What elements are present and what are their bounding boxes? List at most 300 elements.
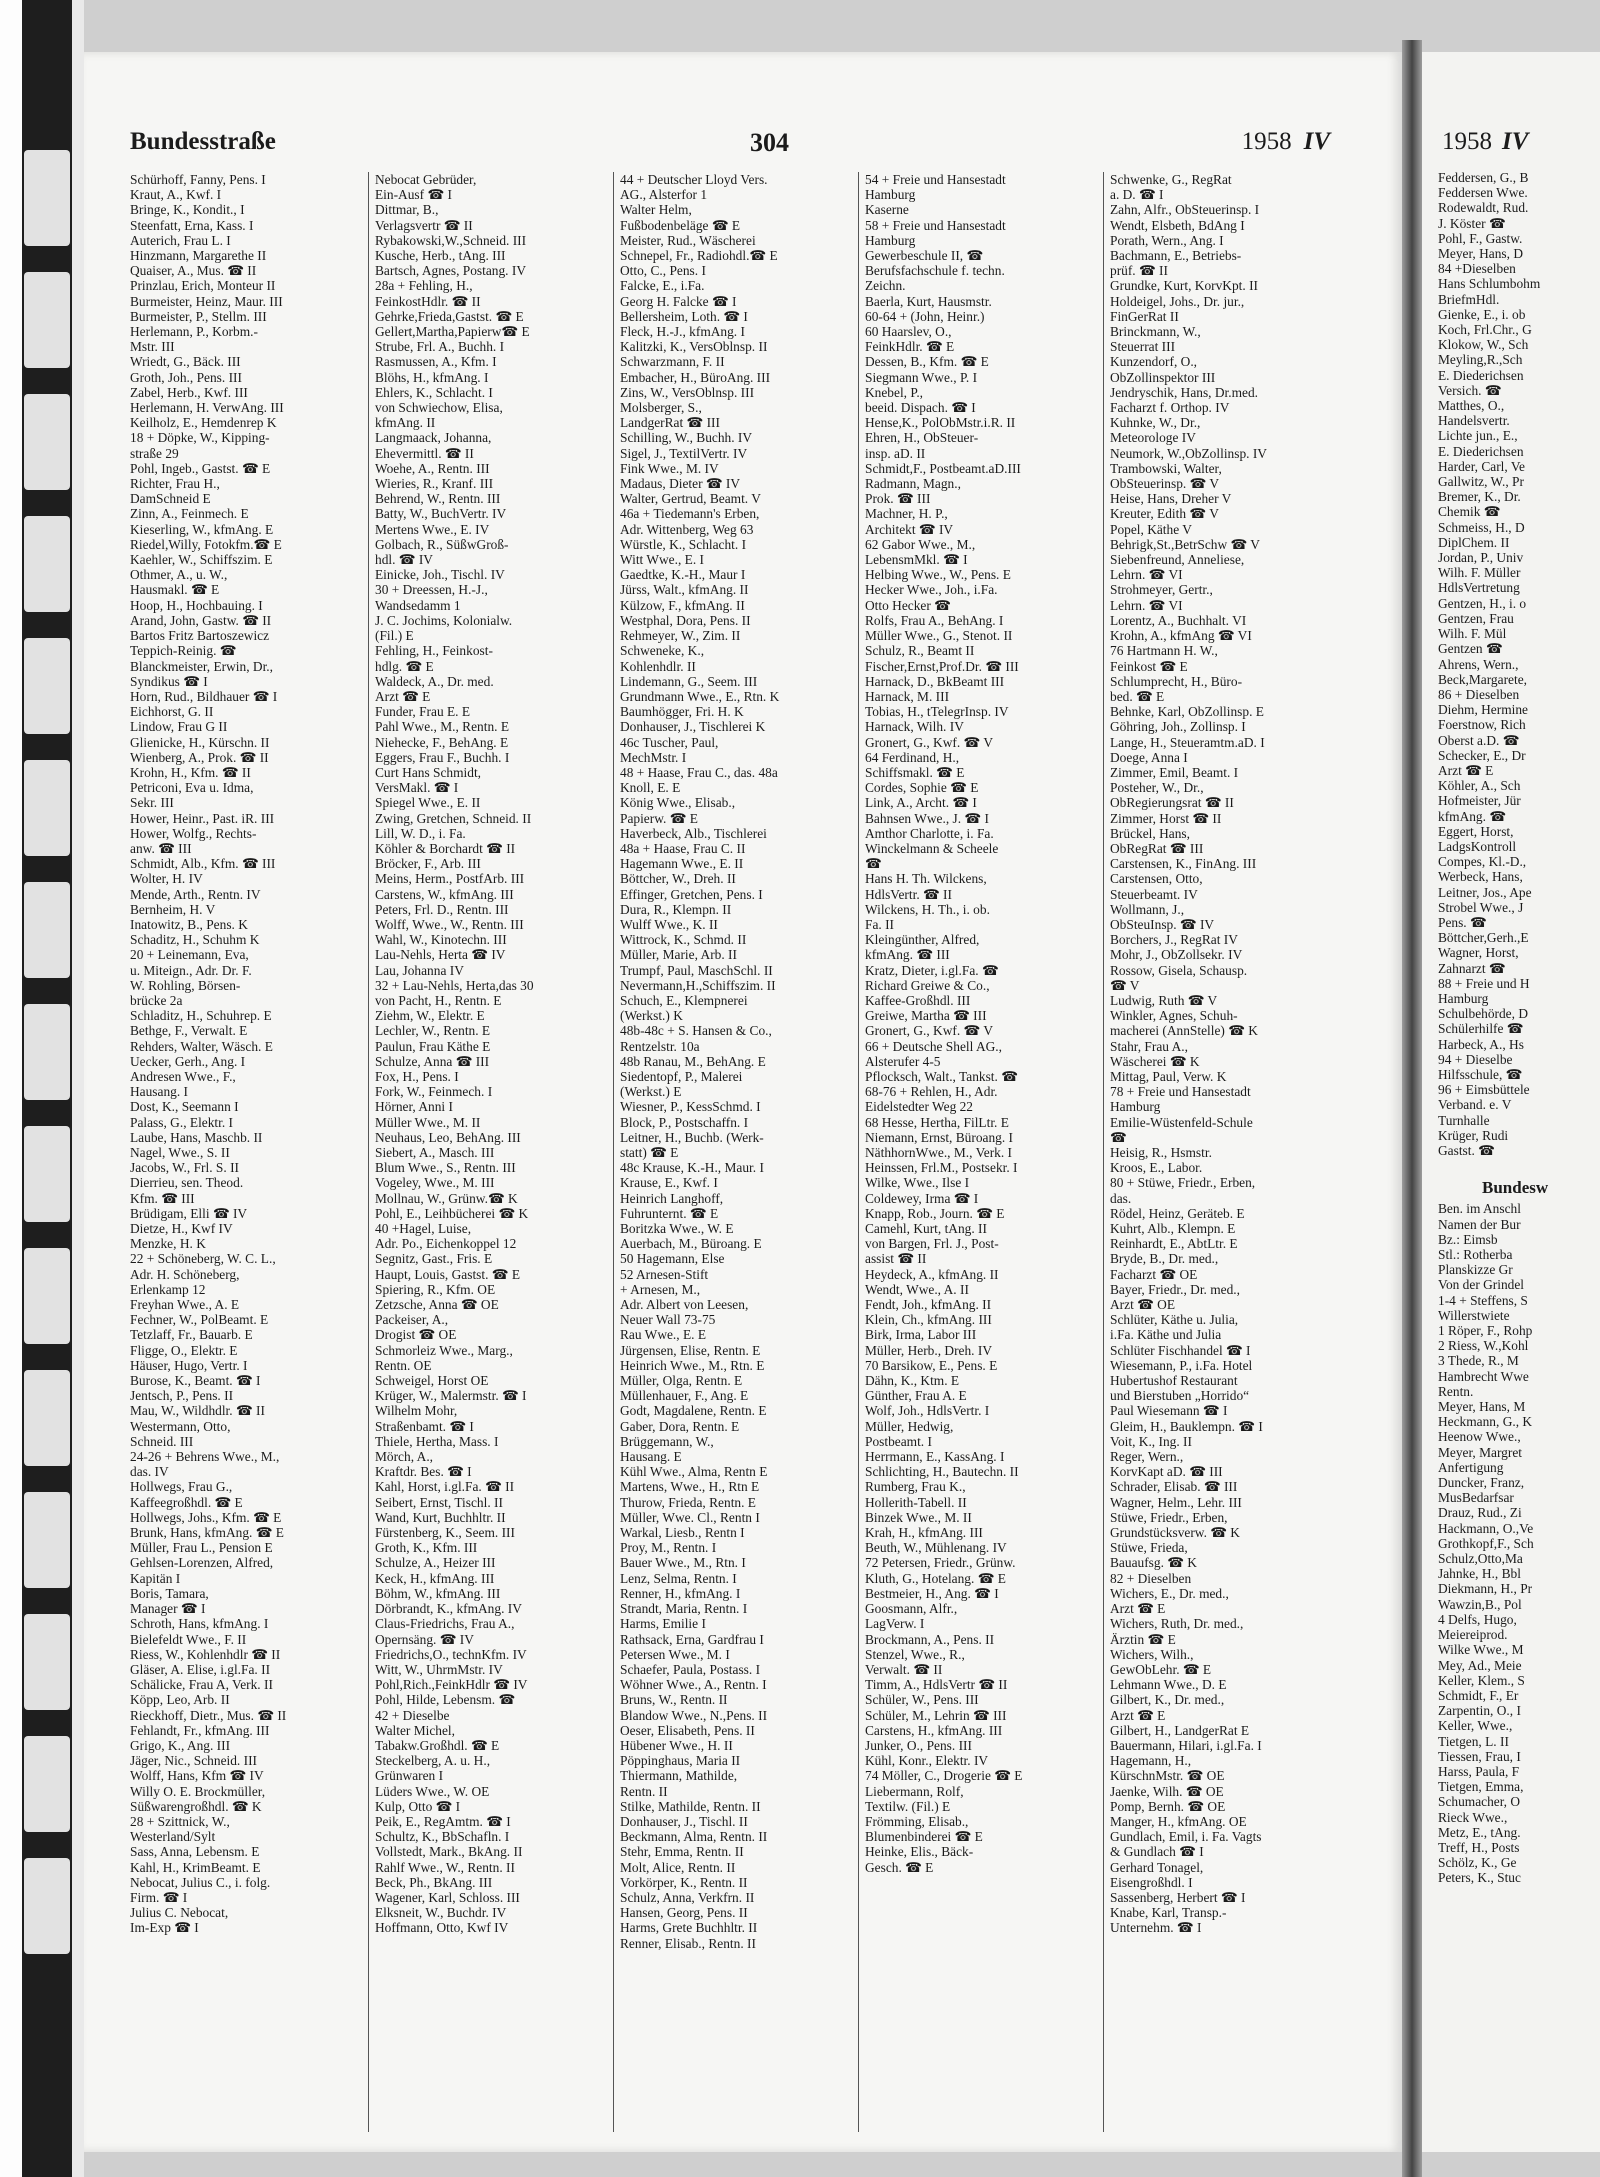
- directory-entry: Schilling, W., Buchh. IV: [620, 430, 753, 446]
- directory-entry: Keck, H., kfmAng. III: [375, 1570, 495, 1586]
- directory-entry: Jürss, Walt., kfmAng. II: [620, 582, 749, 598]
- directory-entry: J. Köster ☎: [1438, 215, 1506, 231]
- directory-entry: Kühl, Konr., Elektr. IV: [865, 1753, 989, 1769]
- directory-entry: Carstens, H., kfmAng. III: [865, 1722, 1003, 1738]
- directory-entry: Zabel, Herb., Kwf. III: [130, 384, 248, 400]
- directory-entry: Teppich-Reinig. ☎: [130, 643, 237, 659]
- directory-entry: Brückel, Hans,: [1110, 825, 1190, 841]
- directory-entry: Carstensen, Otto,: [1110, 871, 1203, 887]
- directory-entry: Verband. e. V: [1438, 1097, 1512, 1113]
- directory-entry: hdl. ☎ IV: [375, 552, 433, 568]
- directory-entry: Lenz, Selma, Rentn. I: [620, 1570, 737, 1586]
- directory-entry: Machner, H. P.,: [865, 506, 948, 522]
- directory-entry: Schlichting, H., Bautechn. II: [865, 1464, 1019, 1480]
- directory-entry: Werbeck, Hans,: [1438, 869, 1523, 885]
- directory-entry: Meyer, Hans, D: [1438, 246, 1523, 262]
- directory-entry: hdlg. ☎ E: [375, 658, 434, 674]
- column-4: [865, 172, 1095, 2132]
- directory-entry: Wand, Kurt, Buchhltr. II: [375, 1509, 506, 1525]
- directory-entry: Harnack, M. III: [865, 688, 950, 704]
- directory-entry: 86 + Dieselben: [1438, 686, 1520, 702]
- directory-entry: Lüders Wwe., W. OE: [375, 1783, 490, 1799]
- book-spine: [1402, 40, 1422, 2177]
- directory-entry: Hubertushof Restaurant: [1110, 1373, 1238, 1389]
- directory-entry: Papierw. ☎ E: [620, 810, 698, 826]
- directory-entry: Beck,Margarete,: [1438, 671, 1527, 687]
- directory-entry: Pohl,Rich.,FeinkHdlr ☎ IV: [375, 1677, 528, 1693]
- directory-entry: Witt, W., UhrmMstr. IV: [375, 1661, 503, 1677]
- directory-entry: Neuer Wall 73-75: [620, 1312, 716, 1328]
- directory-entry: Schulz,Otto,Ma: [1438, 1551, 1523, 1567]
- directory-entry: Rumberg, Frau K.,: [865, 1479, 966, 1495]
- directory-entry: Wienberg, A., Prok. ☎ II: [130, 749, 269, 765]
- directory-entry: 20 + Leinemann, Eva,: [130, 947, 249, 963]
- directory-entry: 60-64 + (John, Heinr.): [865, 308, 985, 324]
- directory-entry: Lindemann, G., Seem. III: [620, 673, 758, 689]
- directory-entry: Feddersen, G., B: [1438, 170, 1529, 185]
- directory-entry: Wandsedamm 1: [375, 597, 461, 613]
- directory-entry: Gaedtke, K.-H., Maur I: [620, 567, 746, 583]
- directory-entry: Vorkörper, K., Rentn. II: [620, 1874, 748, 1890]
- directory-entry: Rentn. II: [620, 1783, 668, 1799]
- directory-entry: Junker, O., Pens. III: [865, 1737, 972, 1753]
- directory-entry: Frömming, Elisab.,: [865, 1813, 969, 1829]
- column-rule: [613, 172, 614, 2132]
- directory-entry: 46a + Tiedemann's Erben,: [620, 506, 760, 522]
- directory-entry: Müller, Olga, Rentn. E: [620, 1373, 743, 1389]
- directory-entry: Pohl, E., Leihbücherei ☎ K: [375, 1205, 529, 1221]
- directory-entry: Rasmussen, A., Kfm. I: [375, 354, 497, 370]
- directory-entry: Tetzlaff, Fr., Bauarb. E: [130, 1327, 253, 1343]
- directory-entry: Ben. im Anschl: [1438, 1201, 1521, 1217]
- directory-entry: 4 Delfs, Hugo,: [1438, 1611, 1517, 1627]
- directory-entry: Dähn, K., Ktm. E: [865, 1373, 960, 1389]
- directory-entry: 18 + Döpke, W., Kipping-: [130, 430, 270, 446]
- directory-entry: Schaefer, Paula, Postass. I: [620, 1661, 761, 1677]
- directory-entry: Zwing, Gretchen, Schneid. II: [375, 810, 532, 826]
- directory-entry: + Arnesen, M.,: [620, 1281, 701, 1297]
- directory-entry: Peters, Frl. D., Rentn. III: [375, 901, 509, 917]
- directory-entry: Fligge, O., Elektr. E: [130, 1342, 238, 1358]
- directory-entry: Pahl Wwe., M., Rentn. E: [375, 719, 510, 735]
- directory-entry: Bartsch, Agnes, Postang. IV: [375, 263, 527, 279]
- directory-entry: Birk, Irma, Labor III: [865, 1327, 977, 1343]
- directory-entry: Willerstwiete: [1438, 1307, 1510, 1323]
- directory-entry: Kalitzki, K., VersOblnsp. II: [620, 339, 768, 355]
- directory-entry: Einicke, Joh., Tischl. IV: [375, 567, 505, 583]
- directory-entry: Bernheim, H. V: [130, 901, 216, 917]
- directory-entry: Reinhardt, E., AbtLtr. E: [1110, 1236, 1238, 1252]
- directory-entry: Hausang. I: [130, 1084, 189, 1100]
- directory-entry: Wendt, Wwe., A. II: [865, 1281, 969, 1297]
- directory-entry: Hagemann, H.,: [1110, 1753, 1192, 1769]
- directory-entry: und Bierstuben „Horrido“: [1110, 1388, 1250, 1404]
- directory-entry: Krüger, W., Malermstr. ☎ I: [375, 1388, 527, 1404]
- directory-entry: Rybakowski,W.,Schneid. III: [375, 232, 527, 248]
- directory-entry: von Pacht, H., Rentn. E: [375, 992, 502, 1008]
- directory-entry: Pflocksch, Walt., Tankst. ☎: [865, 1068, 1018, 1084]
- directory-entry: Seibert, Ernst, Tischl. II: [375, 1494, 503, 1510]
- directory-entry: Berufsfachschule f. techn.: [865, 263, 1005, 279]
- directory-entry: Eggert, Horst,: [1438, 823, 1514, 839]
- directory-entry: Fürstenberg, K., Seem. III: [375, 1525, 515, 1541]
- directory-entry: Burmeister, P., Stellm. III: [130, 308, 267, 324]
- directory-entry: Adr. Albert von Leesen,: [620, 1297, 749, 1313]
- directory-entry: Hambrecht Wwe: [1438, 1368, 1529, 1384]
- directory-entry: Hollerith-Tabell. II: [865, 1494, 967, 1510]
- directory-entry: Heinssen, Frl.M., Postsekr. I: [865, 1160, 1018, 1176]
- directory-entry: Westphal, Dora, Pens. II: [620, 612, 751, 628]
- directory-entry: (Werkst.) E: [620, 1084, 682, 1100]
- directory-entry: König Wwe., Elisab.,: [620, 795, 736, 811]
- directory-entry: Winkler, Agnes, Schuh-: [1110, 1008, 1238, 1024]
- directory-entry: Westermann, Otto,: [130, 1418, 231, 1434]
- directory-entry: Würstle, K., Schlacht. I: [620, 536, 747, 552]
- directory-entry: Zeichn.: [865, 278, 906, 294]
- directory-entry: Wäscherei ☎ K: [1110, 1053, 1200, 1069]
- directory-entry: Riedel,Willy, Fotokfm.☎ E: [130, 536, 282, 552]
- directory-entry: Rentn.: [1438, 1383, 1474, 1399]
- directory-entry: Schulze, Anna ☎ III: [375, 1053, 490, 1069]
- directory-entry: Blum Wwe., S., Rentn. III: [375, 1160, 516, 1176]
- directory-entry: Binzek Wwe., M. II: [865, 1509, 972, 1525]
- directory-entry: Sigel, J., TextilVertr. IV: [620, 445, 748, 461]
- directory-entry: Brunk, Hans, kfmAng. ☎ E: [130, 1525, 284, 1541]
- directory-entry: Bahnsen Wwe., J. ☎ I: [865, 810, 989, 826]
- directory-entry: Hollwegs, Johs., Kfm. ☎ E: [130, 1509, 282, 1525]
- directory-entry: Schlüter, Käthe u. Julia,: [1110, 1312, 1239, 1328]
- directory-entry: Planskizze Gr: [1438, 1262, 1513, 1278]
- directory-entry: straße 29: [130, 445, 179, 461]
- directory-entry: Kusche, Herb., tAng. III: [375, 248, 506, 264]
- directory-entry: Klein, Ch., kfmAng. III: [865, 1312, 992, 1328]
- directory-entry: 82 + Dieselben: [1110, 1570, 1192, 1586]
- directory-entry: 96 + Eimsbüttele: [1438, 1082, 1530, 1098]
- directory-entry: Versich. ☎: [1438, 382, 1502, 398]
- directory-entry: Menzke, H. K: [130, 1236, 206, 1252]
- directory-entry: Schulz, R., Beamt II: [865, 643, 975, 659]
- directory-entry: Siedentopf, P., Malerei: [620, 1068, 743, 1084]
- directory-entry: Heisig, R., Hsmstr.: [1110, 1145, 1212, 1160]
- directory-entry: Proy, M., Rentn. I: [620, 1540, 717, 1556]
- directory-entry: Feddersen Wwe.: [1438, 185, 1528, 201]
- directory-entry: Hans Schlumbohm: [1438, 276, 1541, 292]
- directory-entry: Eichhorst, G. II: [130, 704, 214, 720]
- directory-entry: Reger, Wern.,: [1110, 1449, 1184, 1465]
- directory-entry: Funder, Frau E. E: [375, 704, 471, 720]
- directory-entry: Unternehm. ☎ I: [1110, 1920, 1202, 1936]
- directory-entry: W. Rohling, Börsen-: [130, 977, 241, 993]
- directory-entry: Hollwegs, Frau G.,: [130, 1479, 233, 1495]
- directory-entry: Strube, Frl. A., Buchh. I: [375, 339, 505, 355]
- directory-entry: Spiering, R., Kfm. OE: [375, 1281, 496, 1297]
- directory-entry: Mau, W., Wildhdlr. ☎ II: [130, 1403, 265, 1419]
- directory-entry: Golbach, R., SüßwGroß-: [375, 536, 509, 552]
- directory-entry: Gilbert, H., LandgerRat E: [1110, 1722, 1250, 1738]
- directory-entry: Riess, W., Kohlenhdlr ☎ II: [130, 1646, 281, 1662]
- directory-entry: Adr. Po., Eichenkoppel 12: [375, 1236, 517, 1252]
- directory-entry: Wawzin,B., Pol: [1438, 1596, 1522, 1612]
- directory-entry: Klokow, W., Sch: [1438, 337, 1529, 353]
- directory-entry: Harms, Grete Buchhltr. II: [620, 1920, 758, 1936]
- directory-entry: Wagner, Helm., Lehr. III: [1110, 1494, 1242, 1510]
- directory-entry: 78 + Freie und Hansestadt: [1110, 1084, 1251, 1100]
- directory-entry: Elksneit, W., Buchdr. IV: [375, 1905, 507, 1921]
- directory-entry: Walter Michel,: [375, 1722, 455, 1738]
- directory-entry: Gesch. ☎ E: [865, 1859, 934, 1875]
- directory-entry: ObSteuInsp. ☎ IV: [1110, 916, 1215, 932]
- directory-entry: Meiereiprod.: [1438, 1627, 1508, 1643]
- directory-entry: Boritzka Wwe., W. E: [620, 1221, 734, 1237]
- directory-entry: 44 + Deutscher Lloyd Vers.: [620, 172, 768, 187]
- directory-entry: Schmidt, Alb., Kfm. ☎ III: [130, 856, 276, 872]
- directory-entry: Zahnarzt ☎: [1438, 960, 1506, 976]
- directory-entry: Pöppinghaus, Maria II: [620, 1753, 741, 1769]
- directory-entry: 48 + Haase, Frau C., das. 48a: [620, 764, 778, 780]
- directory-entry: Straßenbamt. ☎ I: [375, 1418, 474, 1434]
- directory-entry: Link, A., Archt. ☎ I: [865, 795, 977, 811]
- directory-entry: Dessen, B., Kfm. ☎ E: [865, 354, 989, 370]
- directory-entry: Bauer Wwe., M., Rtn. I: [620, 1555, 746, 1571]
- directory-entry: Kühl Wwe., Alma, Rentn E: [620, 1464, 768, 1480]
- directory-entry: KürschnMstr. ☎ OE: [1110, 1768, 1225, 1784]
- directory-entry: Posteher, W., Dr.,: [1110, 780, 1204, 796]
- directory-entry: Lill, W. D., i. Fa.: [375, 825, 466, 841]
- directory-entry: Bringe, K., Kondit., I: [130, 202, 245, 218]
- directory-entry: Pens. ☎: [1438, 914, 1487, 930]
- directory-entry: Nebocat Gebrüder,: [375, 172, 477, 187]
- directory-entry: Steuerrat III: [1110, 339, 1176, 355]
- directory-entry: DiplChem. II: [1438, 534, 1510, 550]
- directory-entry: Lau, Johanna IV: [375, 962, 464, 978]
- directory-entry: Waldeck, A., Dr. med.: [375, 673, 494, 689]
- directory-entry: Paul Wiesemann ☎ I: [1110, 1403, 1228, 1419]
- directory-entry: Herlemann, H. VerwAng. III: [130, 400, 284, 416]
- directory-entry: Heydeck, A., kfmAng. II: [865, 1266, 999, 1282]
- directory-entry: Herrmann, E., KassAng. I: [865, 1449, 1005, 1465]
- directory-entry: Spiegel Wwe., E. II: [375, 795, 481, 811]
- directory-entry: Schüler, M., Lehrin ☎ III: [865, 1707, 1007, 1723]
- directory-entry: Ziehm, W., Elektr. E: [375, 1008, 485, 1024]
- directory-entry: Keller, Klem., S: [1438, 1672, 1525, 1688]
- directory-entry: Hilfsschule, ☎: [1438, 1066, 1523, 1082]
- directory-entry: Göhring, Joh., Zollinsp. I: [1110, 719, 1246, 735]
- directory-entry: Knoll, E. E: [620, 780, 681, 796]
- directory-entry: Baerla, Kurt, Hausmstr.: [865, 293, 992, 309]
- directory-entry: Steenfatt, Erna, Kass. I: [130, 217, 254, 233]
- directory-entry: Hamburg: [865, 187, 916, 203]
- directory-entry: Schecker, E., Dr: [1438, 747, 1526, 763]
- directory-entry: Rentn. OE: [375, 1357, 432, 1373]
- directory-entry: Rödel, Heinz, Geräteb. E: [1110, 1205, 1245, 1221]
- directory-entry: Krohn, H., Kfm. ☎ II: [130, 764, 251, 780]
- directory-entry: Wulff Wwe., K. II: [620, 916, 718, 932]
- directory-entry: Meteorologe IV: [1110, 430, 1196, 446]
- next-page-header: [1442, 128, 1528, 156]
- next-page-year: 1958: [1442, 128, 1492, 155]
- directory-entry: MusBedarfsar: [1438, 1490, 1514, 1506]
- directory-entry: Uecker, Gerh., Ang. I: [130, 1053, 246, 1069]
- directory-entry: kfmAng. ☎: [1438, 808, 1507, 824]
- directory-entry: Chemik ☎: [1438, 504, 1501, 520]
- directory-entry: Liebermann, Rolf,: [865, 1783, 964, 1799]
- directory-entry: Dörbrandt, K., kfmAng. IV: [375, 1601, 522, 1617]
- directory-entry: Knebel, P.,: [865, 384, 924, 400]
- directory-entry: LadgsKontroll: [1438, 838, 1517, 854]
- directory-entry: Thurow, Frieda, Rentn. E: [620, 1494, 756, 1510]
- directory-entry: Leitner, Jos., Ape: [1438, 884, 1532, 900]
- directory-entry: Hackmann, O.,Ve: [1438, 1520, 1534, 1536]
- directory-entry: Woehe, A., Rentn. III: [375, 460, 490, 476]
- directory-entry: Architekt ☎ IV: [865, 521, 954, 537]
- directory-entry: Wilke Wwe., M: [1438, 1642, 1524, 1658]
- directory-columns: [130, 172, 1330, 2132]
- directory-entry: Kaffee-Großhdl. III: [865, 992, 971, 1008]
- directory-entry: Hofmeister, Jür: [1438, 793, 1521, 809]
- directory-entry: Glienicke, H., Kürschn. II: [130, 734, 270, 750]
- directory-entry: Verwalt. ☎ II: [865, 1661, 943, 1677]
- directory-entry: Schwarzmann, F. II: [620, 354, 725, 370]
- directory-entry: Pomp, Bernh. ☎ OE: [1110, 1798, 1226, 1814]
- directory-entry: Krüger, Rudi: [1438, 1127, 1509, 1143]
- directory-entry: Bauaufsg. ☎ K: [1110, 1555, 1197, 1571]
- directory-entry: Mollnau, W., Grünw.☎ K: [375, 1190, 518, 1206]
- directory-entry: Kaehler, W., Schiffszim. E: [130, 552, 273, 568]
- directory-entry: NäthhornWwe., M., Verk. I: [865, 1145, 1013, 1160]
- directory-entry: Wiesner, P., KessSchmd. I: [620, 1099, 761, 1115]
- directory-entry: i.Fa. Käthe und Julia: [1110, 1327, 1222, 1343]
- directory-entry: Donhauser, J., Tischlerei K: [620, 719, 766, 735]
- directory-entry: Doege, Anna I: [1110, 749, 1188, 765]
- directory-entry: Müller Wwe., G., Stenot. II: [865, 628, 1013, 644]
- directory-entry: Leitner, H., Buchb. (Werk-: [620, 1129, 764, 1145]
- directory-entry: Kroos, E., Labor.: [1110, 1160, 1203, 1176]
- directory-entry: Kratz, Dieter, i.gl.Fa. ☎: [865, 962, 999, 978]
- directory-entry: DamSchneid E: [130, 491, 211, 507]
- directory-entry: Hoop, H., Hochbauing. I: [130, 597, 263, 613]
- directory-entry: Renner, Elisab., Rentn. II: [620, 1935, 756, 1951]
- directory-entry: 88 + Freie und H: [1438, 975, 1530, 991]
- directory-entry: Külzow, F., kfmAng. II: [620, 597, 745, 613]
- directory-entry: Auerbach, M., Büroang. E: [620, 1236, 762, 1252]
- directory-entry: Bauermann, Hilari, i.gl.Fa. I: [1110, 1737, 1262, 1753]
- directory-entry: Arzt ☎ E: [375, 688, 431, 704]
- directory-entry: Stenzel, Wwe., R.,: [865, 1646, 965, 1662]
- directory-entry: Wieries, R., Kranf. III: [375, 476, 494, 492]
- directory-entry: Arzt ☎ E: [1438, 762, 1494, 778]
- directory-entry: Blumenbinderei ☎ E: [865, 1829, 983, 1845]
- next-page-volume: IV: [1502, 128, 1529, 155]
- directory-entry: Fa. II: [865, 916, 895, 932]
- directory-entry: Müller, Hedwig,: [865, 1418, 954, 1434]
- directory-entry: Arzt ☎ E: [1110, 1707, 1166, 1723]
- directory-entry: Wichers, Wilh.,: [1110, 1646, 1194, 1662]
- column-1: [130, 172, 360, 2132]
- directory-entry: Gentzen, H., i. o: [1438, 595, 1527, 611]
- directory-entry: Harder, Carl, Ve: [1438, 458, 1525, 474]
- directory-entry: bed. ☎ E: [1110, 688, 1165, 704]
- directory-entry: Wilke, Wwe., Ilse I: [865, 1175, 970, 1191]
- directory-entry: 94 + Dieselbe: [1438, 1051, 1513, 1067]
- directory-entry: Keilholz, E., Hemdenrep K: [130, 415, 277, 431]
- directory-entry: Gronert, G., Kwf. ☎ V: [865, 1023, 994, 1039]
- directory-entry: Lange, H., Steueramtm.aD. I: [1110, 734, 1265, 750]
- directory-entry: Eggers, Frau F., Buchh. I: [375, 749, 510, 765]
- directory-entry: anw. ☎ III: [130, 840, 192, 856]
- directory-entry: Harbeck, A., Hs: [1438, 1036, 1524, 1052]
- directory-entry: Horn, Rud., Bildhauer ☎ I: [130, 688, 278, 704]
- directory-entry: assist ☎ II: [865, 1251, 927, 1267]
- column-5: [1110, 172, 1330, 2132]
- directory-entry: Holdeigel, Johs., Dr. jur.,: [1110, 293, 1245, 309]
- directory-entry: Steuerbeamt. IV: [1110, 886, 1198, 902]
- directory-entry: Baumhögger, Fri. H. K: [620, 704, 744, 720]
- directory-entry: Süßwarengroßhdl. ☎ K: [130, 1798, 262, 1814]
- directory-entry: Bachmann, E., Betriebs-: [1110, 248, 1242, 264]
- directory-entry: VersMakl. ☎ I: [375, 780, 459, 796]
- directory-entry: Stehr, Emma, Rentn. II: [620, 1844, 744, 1860]
- directory-entry: Schultz, K., BbSchafln. I: [375, 1829, 510, 1845]
- directory-entry: Koch, Frl.Chr., G: [1438, 322, 1532, 338]
- directory-entry: Facharzt f. Orthop. IV: [1110, 400, 1230, 416]
- directory-entry: Trumpf, Paul, MaschSchl. II: [620, 962, 773, 978]
- directory-entry: Beck, Ph., BkAng. III: [375, 1874, 493, 1890]
- directory-entry: Stahr, Frau A.,: [1110, 1038, 1188, 1054]
- directory-entry: Müller, Marie, Arb. II: [620, 947, 737, 963]
- directory-entry: Hans H. Th. Wilckens,: [865, 871, 987, 887]
- directory-entry: Rahlf Wwe., W., Rentn. II: [375, 1859, 515, 1875]
- directory-entry: Schwenke, G., RegRat: [1110, 172, 1232, 187]
- directory-entry: Dost, K., Seemann I: [130, 1099, 239, 1115]
- directory-entry: FeinkHdlr. ☎ E: [865, 339, 955, 355]
- directory-entry: Gaber, Dora, Rentn. E: [620, 1418, 740, 1434]
- directory-entry: Jaenke, Wilh. ☎ OE: [1110, 1783, 1224, 1799]
- directory-entry: 40 +Hagel, Luise,: [375, 1221, 472, 1237]
- directory-entry: Rehders, Walter, Wäsch. E: [130, 1038, 273, 1054]
- directory-entry: Winckelmann & Scheele: [865, 840, 999, 856]
- directory-entry: Gastst. ☎: [1438, 1143, 1495, 1158]
- directory-entry: Wolff, Wwe., W., Rentn. III: [375, 916, 524, 932]
- directory-entry: LandgerRat ☎ III: [620, 415, 720, 431]
- directory-entry: Nebocat, Julius C., i. folg.: [130, 1874, 271, 1890]
- directory-entry: Schülerhilfe ☎: [1438, 1021, 1524, 1037]
- directory-entry: Wolf, Joh., HdlsVertr. I: [865, 1403, 990, 1419]
- directory-entry: Behnke, Karl, ObZollinsp. E: [1110, 704, 1264, 720]
- directory-entry: Schrader, Elisab. ☎ III: [1110, 1479, 1238, 1495]
- directory-entry: 68 Hesse, Hertha, FilLtr. E: [865, 1114, 1009, 1130]
- directory-entry: Embacher, H., BüroAng. III: [620, 369, 771, 385]
- directory-entry: Lehrn. ☎ VI: [1110, 567, 1183, 583]
- next-page-column: [1438, 170, 1598, 2130]
- directory-entry: Kapitän I: [130, 1570, 181, 1586]
- directory-entry: Mey, Ad., Meie: [1438, 1657, 1522, 1673]
- directory-entry: Müller, Wwe. Cl., Rentn I: [620, 1509, 760, 1525]
- directory-entry: GewObLehr. ☎ E: [1110, 1661, 1212, 1677]
- directory-entry: Ärztin ☎ E: [1110, 1631, 1176, 1647]
- directory-entry: Beuth, W., Mühlenang. IV: [865, 1540, 1007, 1556]
- directory-entry: Rathsack, Erna, Gardfrau I: [620, 1631, 764, 1647]
- directory-entry: Carstensen, K., FinAng. III: [1110, 856, 1257, 872]
- directory-entry: Kraftdr. Bes. ☎ I: [375, 1464, 472, 1480]
- directory-entry: Jacobs, W., Frl. S. II: [130, 1160, 239, 1176]
- directory-entry: Tietgen, Emma,: [1438, 1779, 1524, 1795]
- directory-entry: Helbing Wwe., W., Pens. E: [865, 567, 1011, 583]
- directory-entry: MechMstr. I: [620, 749, 687, 765]
- directory-entry: Bruns, W., Rentn. II: [620, 1692, 728, 1708]
- directory-entry: Hamburg: [865, 232, 916, 248]
- directory-entry: ☎: [865, 856, 882, 872]
- directory-entry: KorvKapt aD. ☎ III: [1110, 1464, 1223, 1480]
